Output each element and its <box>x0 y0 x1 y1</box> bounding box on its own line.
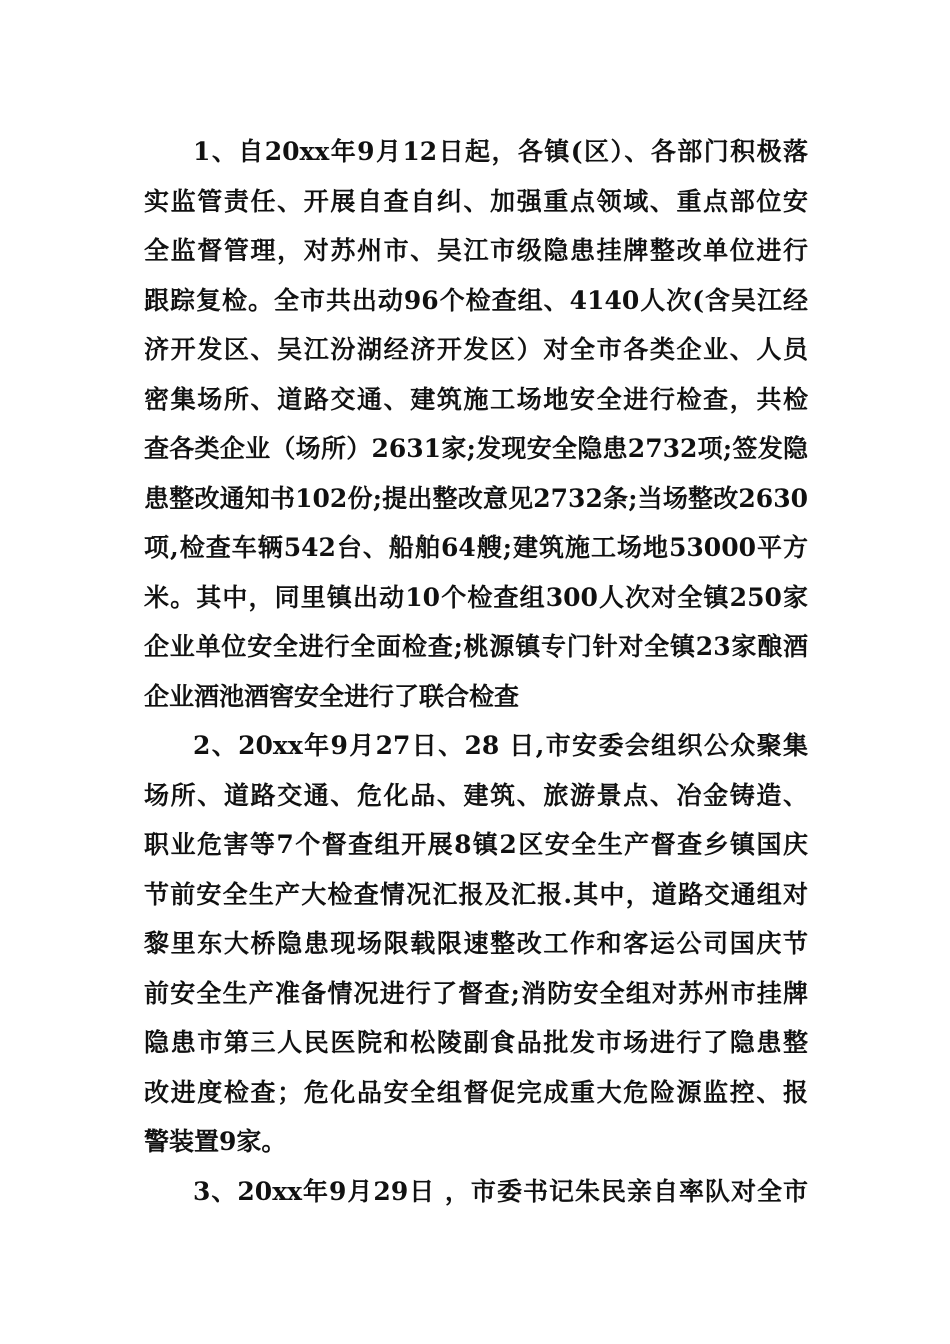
paragraph-2-line-5: 黎里东大桥隐患现场限载限速整改工作和客运公司国庆节 <box>144 929 808 958</box>
paragraph-2-line-8: 改进度检查；危化品安全组督促完成重大危险源监控、报 <box>144 1078 808 1107</box>
paragraph-1-line-5: 济开发区、吴江汾湖经济开发区）对全市各类企业、人员 <box>144 335 808 364</box>
paragraph-2-line-9: 警装置9家。 <box>144 1127 287 1156</box>
paragraph-1-line-12: 企业酒池酒窖安全进行了联合检查 <box>144 682 520 711</box>
paragraph-3-line-1: 3、20xx年9月29日 ，市委书记朱民亲自率队对全市 <box>193 1177 808 1206</box>
paragraph-1-line-7: 查各类企业（场所）2631家;发现安全隐患2732项;签发隐 <box>144 434 808 463</box>
paragraph-2-line-4: 节前安全生产大检查情况汇报及汇报.其中，道路交通组对 <box>144 880 808 909</box>
paragraph-1-line-8: 患整改通知书102份;提出整改意见2732条;当场整改2630 <box>144 484 808 513</box>
paragraph-1-line-2: 实监管责任、开展自查自纠、加强重点领域、重点部位安 <box>144 187 808 216</box>
paragraph-1-line-9: 项,检查车辆542台、船舶64艘;建筑施工场地53000平方 <box>144 533 808 562</box>
paragraph-1-line-6: 密集场所、道路交通、建筑施工场地安全进行检查，共检 <box>144 385 808 414</box>
paragraph-1-line-4: 跟踪复检。全市共出动96个检查组、4140人次(含吴江经 <box>144 286 808 315</box>
paragraph-1-line-3: 全监督管理，对苏州市、吴江市级隐患挂牌整改单位进行 <box>144 236 808 265</box>
paragraph-1-line-11: 企业单位安全进行全面检查;桃源镇专门针对全镇23家酿酒 <box>144 632 808 661</box>
paragraph-2-line-6: 前安全生产准备情况进行了督查;消防安全组对苏州市挂牌 <box>144 979 808 1008</box>
paragraph-2-line-7: 隐患市第三人民医院和松陵副食品批发市场进行了隐患整 <box>144 1028 808 1057</box>
paragraph-2-line-2: 场所、道路交通、危化品、建筑、旅游景点、冶金铸造、 <box>144 781 808 810</box>
paragraph-2-line-3: 职业危害等7个督查组开展8镇2区安全生产督查乡镇国庆 <box>144 830 808 859</box>
paragraph-1-line-10: 米。其中，同里镇出动10个检查组300人次对全镇250家 <box>144 583 808 612</box>
paragraph-1-line-1: 1、自20xx年9月12日起，各镇(区）、各部门积极落 <box>193 137 808 166</box>
paragraph-2-line-1: 2、20xx年9月27日、28 日,市安委会组织公众聚集 <box>193 731 808 760</box>
